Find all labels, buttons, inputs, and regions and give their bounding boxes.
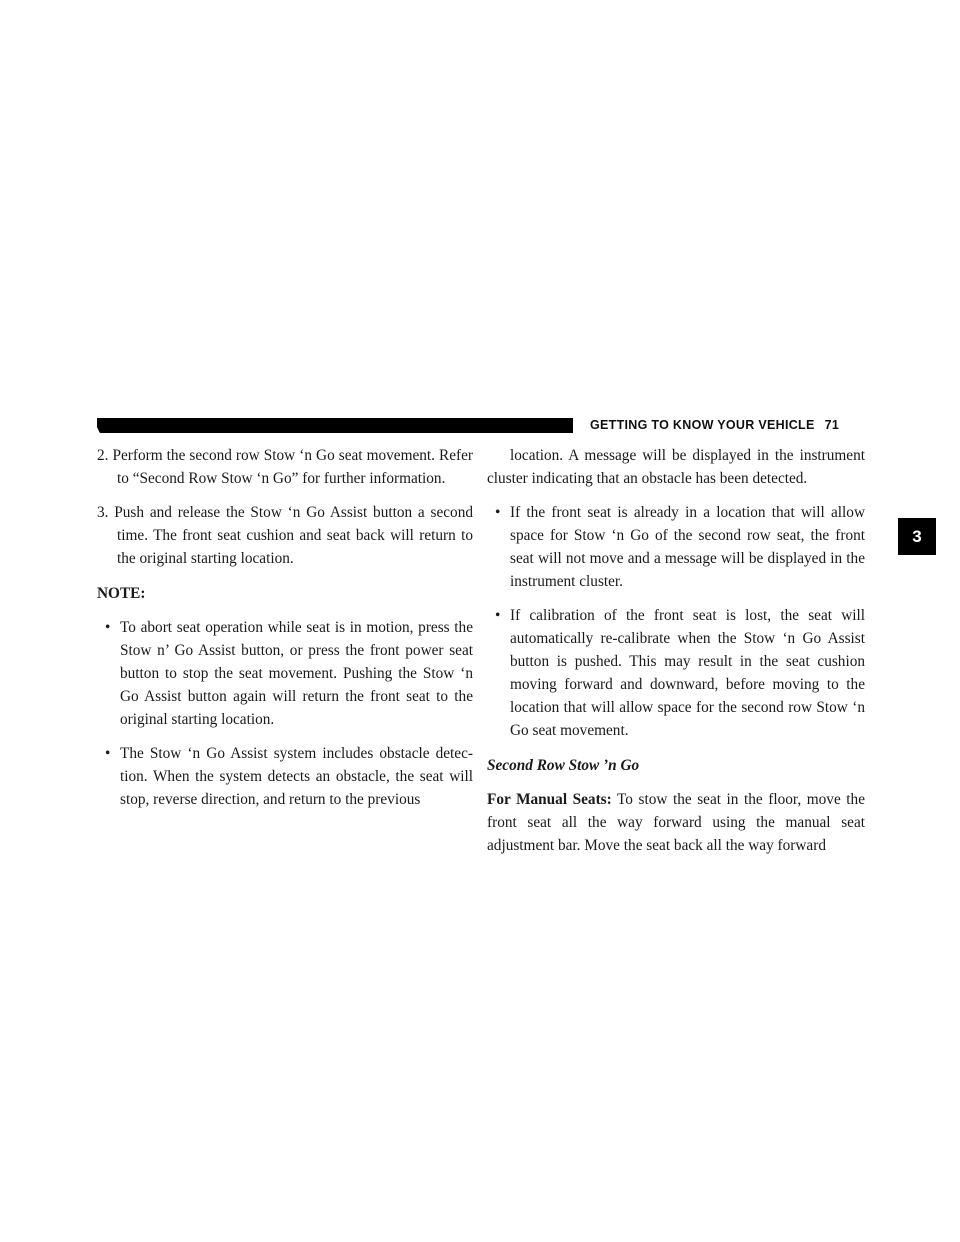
bullet-text: If calibration of the front seat is lost, the seat will automatically re-calibrate when the Stow ‘n Go Assist button is pushed. This may result in the seat cushion moving forward and downward, before moving to the location that will allow space for the second row Stow ‘n Go seat movement. [510, 607, 865, 739]
list-item [487, 604, 865, 742]
bullet-icon: • [495, 607, 501, 624]
manual-seats-paragraph [487, 788, 865, 857]
page-number: 71 [824, 418, 840, 432]
right-column [487, 444, 865, 857]
running-header [590, 418, 839, 433]
bullet-text: The Stow ‘n Go Assist system includes obstacle detection. When the system detects an obstacle, the seat will stop, reverse direction, and return to the previous [120, 745, 473, 808]
list-item [487, 501, 865, 593]
bullet-icon: • [105, 745, 111, 762]
section-title: GETTING TO KNOW YOUR VEHICLE [590, 418, 815, 432]
section-subheading: Second Row Stow ’n Go [487, 757, 640, 774]
step-3: 3. Push and release the Stow ‘n Go Assist button a second time. The front seat cushion and seat back will return to the original starting location. [97, 504, 473, 567]
bullet-text: If the front seat is already in a location that will allow space for Stow ‘n Go of the second row seat, the front seat will not move and a message will be displayed in the instrument cluster. [510, 504, 865, 590]
bullet-continuation: location. A message will be displayed in the instrument cluster indicating that an obstacle has been detected. [487, 447, 865, 487]
note-label: NOTE: [97, 585, 146, 602]
bullet-icon: • [105, 619, 111, 636]
manual-seats-label: For Manual Seats: [487, 791, 612, 808]
manual-seats-text: To stow the seat in the floor, move the front seat all the way forward using the manual seat adjustment bar. Move the seat back all the way forward [487, 791, 865, 854]
header-rule-bar [97, 418, 573, 433]
bullet-text: To abort seat operation while seat is in motion, press the Stow n’ Go Assist button, or press the front power seat button to stop the seat movement. Pushing the Stow ‘n Go Assist button again will return the front seat to the original starting location. [120, 619, 473, 728]
step-2: 2. Perform the second row Stow ‘n Go seat movement. Refer to “Second Row Stow ‘n Go” for further information. [97, 447, 473, 487]
chapter-tab: 3 [898, 518, 936, 555]
bullet-icon: • [495, 504, 501, 521]
list-item [97, 616, 473, 731]
list-item [97, 742, 473, 811]
left-column [97, 444, 473, 822]
